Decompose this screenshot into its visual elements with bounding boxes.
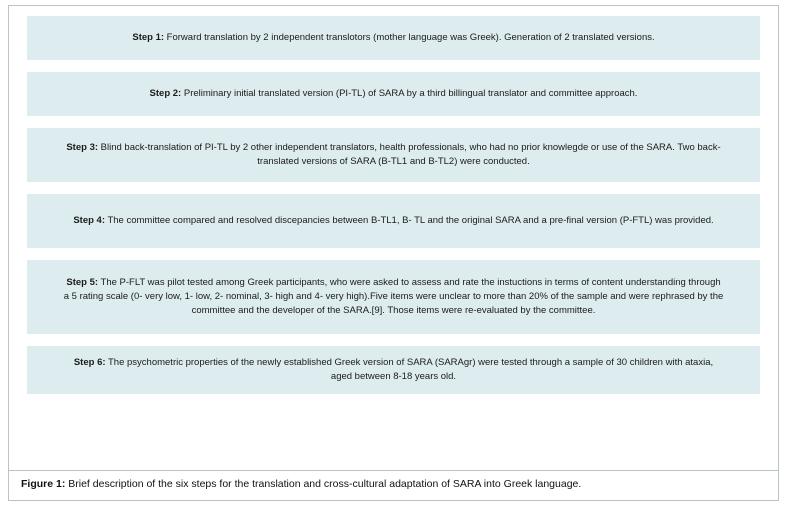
step-box-3 — [27, 128, 760, 182]
steps-flow-diagram — [9, 6, 778, 470]
step-box-5 — [27, 260, 760, 334]
figure-caption-body: Brief description of the six steps for the translation and cross-cultural adaptation of SARA into Greek language. — [65, 478, 582, 491]
step-6-body: The psychometric properties of the newly established Greek version of SARA (SARAgr) were tested through a sample of 30 children with ataxia, aged between 8-18 years old. — [105, 357, 714, 382]
step-box-1 — [27, 16, 760, 60]
step-6-label: Step 6: — [73, 357, 106, 369]
step-6-text — [64, 356, 724, 384]
figure-caption-bar — [9, 470, 778, 500]
step-box-2 — [27, 72, 760, 116]
step-1-body: Forward translation by 2 independent translotors (mother language was Greek). Generation of 2 translated versions. — [164, 32, 655, 44]
step-4-label: Step 4: — [73, 215, 105, 227]
figure-frame — [8, 5, 779, 501]
step-2-body: Preliminary initial translated version (PI-TL) of SARA by a third billingual translator and committee approach. — [181, 88, 638, 100]
step-1-text — [132, 31, 654, 45]
step-2-label: Step 2: — [149, 88, 182, 100]
step-3-text — [64, 141, 724, 169]
step-3-label: Step 3: — [66, 142, 99, 154]
step-3-body: Blind back-translation of PI-TL by 2 other independent translators, health professionals, who had no prior knowlegde or use of the SARA. Two back-translated versions of SARA (B-TL1 and B-TL2) were conducted. — [98, 142, 721, 167]
step-4-text — [73, 214, 713, 228]
step-1-label: Step 1: — [132, 32, 165, 44]
figure-caption-label: Figure 1: — [21, 478, 66, 491]
step-box-4 — [27, 194, 760, 248]
step-5-body: The P-FLT was pilot tested among Greek participants, who were asked to assess and rate the instuctions in terms of content understanding through a 5 rating scale (0- very low, 1- low, 2- nominal, 3- high and 4- very high).Five items were unclear to more than 20% of the sample and were rephrased by the committee and the developer of the SARA.[9]. Those items were re-evaluated by the committee. — [63, 277, 724, 316]
step-box-6 — [27, 346, 760, 394]
step-5-label: Step 5: — [66, 277, 99, 289]
step-4-body: The committee compared and resolved discepancies between B-TL1, B- TL and the original SARA and a pre-final version (P-FTL) was provided. — [105, 215, 714, 227]
step-5-text — [64, 276, 724, 317]
figure-caption — [21, 478, 766, 492]
step-2-text — [150, 87, 638, 101]
